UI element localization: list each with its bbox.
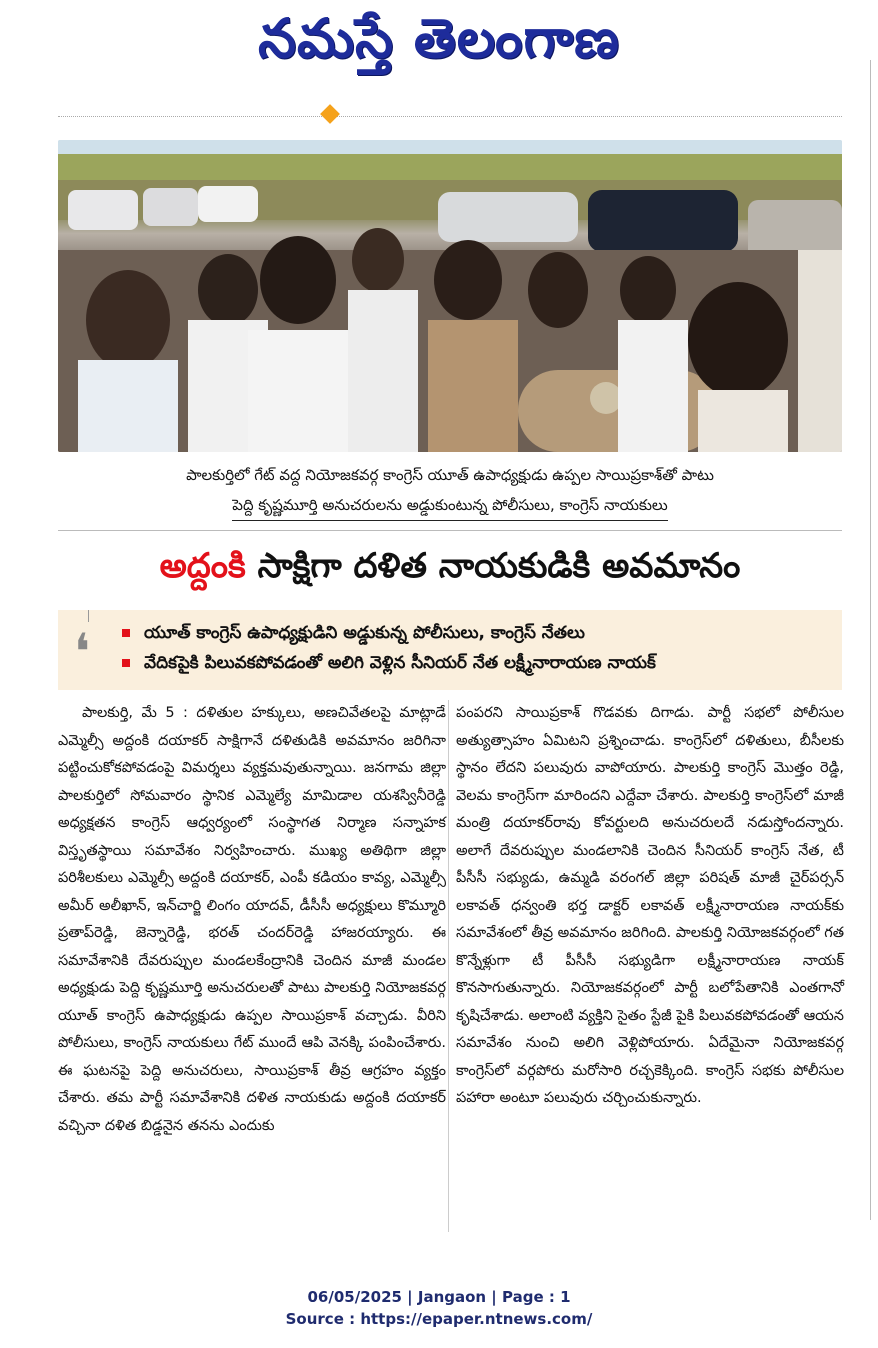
caption-line-2: పెద్ది కృష్ణమూర్తి అనుచరులను అడ్డుకుంటున్న పోలీసులు, కాంగ్రెస్ నాయకులు [232,490,667,521]
article-column-left: పాలకుర్తి, మే 5 : దళితుల హక్కులు, అణచివేతలపై మాట్లాడే ఎమ్మెల్సీ అద్దంకి దయాకర్ సాక్షిగానే దళితుడికి అవమానం జరిగినా పట్టించుకోకపోవడంపై విమర్శలు వ్యక్తమవుతున్నాయి. జనగామ జిల్లా పాలకుర్తిలో సోమవారం స్థానిక ఎమ్మెల్యే మామిడాల యశస్వినీరెడ్డి అధ్యక్షతన కాంగ్రెస్ ఆధ్వర్యంలో సంస్థాగత నిర్మాణ సన్నాహక విస్తృతస్థాయి సమావేశం నిర్వహించారు. ముఖ్య అతిథిగా జిల్లా పరిశీలకులు ఎమ్మెల్సీ అద్దంకి దయాకర్, ఎంపీ కడియం కావ్య, ఎమ్మెల్సీ అమీర్ అలీఖాన్, ఇన్‌చార్జి లింగం యాదవ్, డీసీసీ అధ్యక్షులు కొమ్మూరి ప్రతాప్‌రెడ్డి, జెన్నారెడ్డి, భరత్ చందర్‌రెడ్డి హాజరయ్యారు. ఈ సమావేశానికి దేవరుప్పుల మండలకేంద్రానికి చెందిన మాజీ మండల అధ్యక్షుడు పెద్ది కృష్ణమూర్తి అనుచరులతో పాటు పాలకుర్తి నియోజకవర్గ యూత్ కాంగ్రెస్ ఉపాధ్యక్షుడు ఉప్పల సాయిప్రకాశ్ వచ్చాడు. వీరిని పోలీసులు, కాంగ్రెస్ నాయకులు గేట్ ముందే ఆపి వెనక్కి పంపించేశారు. ఈ ఘటనపై పెద్ది అనుచరులు, సాయిప్రకాశ్ తీవ్ర ఆగ్రహం వ్యక్తం చేశారు. తమ పార్టీ సమావేశానికి దళిత నాయకుడు అద్దంకి దయాకర్ వచ్చినా దళిత బిడ్డనైన తనను ఎందుకు [58,705,446,1134]
crowd-photo-illustration [58,140,842,452]
bullet-icon [122,659,130,667]
subhead-text: వేదికపైకి పిలువకపోవడంతో అలిగి వెళ్లిన సీనియర్ నేత లక్ష్మీనారాయణ నాయక్ [144,653,656,673]
top-divider [58,116,842,117]
footer-source: Source : https://epaper.ntnews.com/ [285,1310,593,1328]
diamond-ornament-icon [320,104,340,124]
subhead-text: యూత్ కాంగ్రెస్ ఉపాధ్యక్షుడిని అడ్డుకున్న పోలీసులు, కాంగ్రెస్ నేతలు [144,623,585,643]
headline-rest: సాక్షిగా దళిత నాయకుడికి అవమానం [245,546,741,586]
quote-mark-icon: ❛ [74,623,91,681]
subhead-item [122,648,834,678]
headline [58,540,842,600]
headline-red-word: అద్దంకి [159,546,246,586]
photo-caption [58,460,842,521]
footer-date-edition: 06/05/2025 | Jangaon | Page : 1 [307,1288,571,1306]
bullet-icon [122,629,130,637]
subhead-list [122,618,834,678]
caption-divider [58,530,842,531]
quote-rule [88,610,89,622]
subhead-item [122,618,834,648]
column-divider [448,700,449,1232]
article-column-right: పంపరని సాయిప్రకాశ్ గొడవకు దిగాడు. పార్టీ సభలో పోలీసుల అత్యుత్సాహం ఏమిటని ప్రశ్నించాడు. కాంగ్రెస్‌లో దళితులు, బీసీలకు స్థానం లేదని పలువురు వాపోయారు. పాలకుర్తి కాంగ్రెస్ మొత్తం రెడ్డి, వెలమ కాంగ్రెస్‌గా మారిందని ఎద్దేవా చేశారు. పాలకుర్తి కాంగ్రెస్‌లో మాజీ మంత్రి దయాకర్‌రావు కోవర్టులది అనుచరులదే నడుస్తోందన్నారు. అలాగే దేవరుప్పుల మండలానికి చెందిన సీనియర్ కాంగ్రెస్ నేత, టీ పీసీసీ సభ్యుడు, ఉమ్మడి వరంగల్ జిల్లా పరిషత్ మాజీ చైర్‌పర్సన్ లకావత్ ధన్వంతి భర్త డాక్టర్ లకావత్ లక్ష్మీనారాయణ నాయక్‌కు సమావేశంలో తీవ్ర అవమానం జరిగింది. పాలకుర్తి నియోజకవర్గంలో గత కొన్నేళ్లుగా టీ పీసీసీ సభ్యుడిగా లక్ష్మీనారాయణ నాయక్ కొనసాగుతున్నారు. నియోజకవర్గంలో పార్టీ బలోపేతానికి ఎంతగానో కృషిచేశాడు. అలాంటి వ్యక్తిని సైతం స్టేజీ పైకి పిలువకపోవడంతో ఆయన సమావేశం నుంచి అలిగి వెళ్లిపోయారు. ఏదేమైనా నియోజకవర్గ కాంగ్రెస్‌లో వర్గపోరు మరోసారి రచ్చకెక్కింది. కాంగ్రెస్ సభకు పోలీసుల పహారా అంటూ పలువురు చర్చించుకున్నారు. [456,705,844,1106]
footer [0,1286,878,1330]
caption-line-1: పాలకుర్తిలో గేట్ వద్ద నియోజకవర్గ కాంగ్రెస్ యూత్ ఉపాధ్యక్షుడు ఉప్పల సాయిప్రకాశ్‌తో పాటు [186,466,714,484]
page-edge-rule [870,60,871,1220]
masthead [0,0,878,90]
news-photo [58,140,842,452]
newspaper-logo: నమస్తే తెలంగాణ [258,6,620,70]
